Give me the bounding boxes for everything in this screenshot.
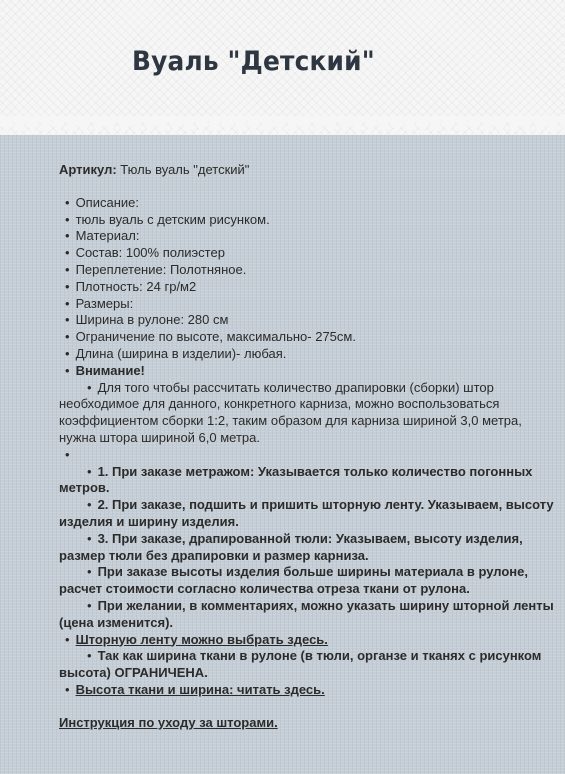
list-item: • Описание: [59,195,559,212]
care-instructions-link[interactable]: Инструкция по уходу за шторами. [59,714,278,730]
list-item: • При заказе высоты изделия больше ширины материала в рулоне, расчет стоимости согласно количества отреза ткани от рулона. [59,564,559,598]
list-item: • Материал: [59,228,559,245]
list-item: • Состав: 100% полиэстер [59,245,559,262]
page-title: Вуаль "Детский" [132,46,375,77]
care-instructions [59,715,559,732]
article-line [59,162,559,179]
tape-selection-link[interactable]: Шторную ленту можно выбрать здесь. [75,631,328,647]
list-item: • Длина (ширина в изделии)- любая. [59,346,559,363]
product-description [59,162,559,745]
list-item: • Так как ширина ткани в рулоне (в тюли, органзе и тканях с рисунком высота) ОГРАНИЧЕНА. [59,648,559,682]
list-item: • При желании, в комментариях, можно указать ширину шторной ленты (цена изменится). [59,598,559,632]
list-item: • Размеры: [59,296,559,313]
article-label: Артикул: [59,162,117,177]
list-item: • тюль вуаль с детским рисунком. [59,212,559,229]
list-item: • 3. При заказе, драпированной тюли: Указываем, высоту изделия, размер тюли без драпировки и размер карниза. [59,531,559,565]
zigzag-border [0,116,565,138]
list-item: • Для того чтобы рассчитать количество драпировки (сборки) штор необходимое для данного, конкретного карниза, можно воспользоваться коэффициентом сборки 1:2, таким образом для карниза шириной 3,0 метра, нужна штора шириной 6,0 метра. [59,380,559,447]
article-value: Тюль вуаль "детский" [120,162,250,177]
list-item: • Внимание! [59,363,559,380]
fabric-size-link[interactable]: Высота ткани и ширина: читать здесь. [75,681,325,697]
page-header [0,0,565,135]
list-item-empty [59,447,559,464]
list-item: • 2. При заказе, подшить и пришить шторную ленту. Указываем, высоту изделия и ширину изделия. [59,497,559,531]
list-item: • Переплетение: Полотняное. [59,262,559,279]
list-item: • 1. При заказе метражом: Указывается только количество погонных метров. [59,464,559,498]
list-item [59,682,559,699]
list-item [59,632,559,649]
list-item: • Плотность: 24 гр/м2 [59,279,559,296]
list-item: • Ограничение по высоте, максимально- 275см. [59,329,559,346]
list-item: • Ширина в рулоне: 280 см [59,312,559,329]
details-list [59,195,559,699]
